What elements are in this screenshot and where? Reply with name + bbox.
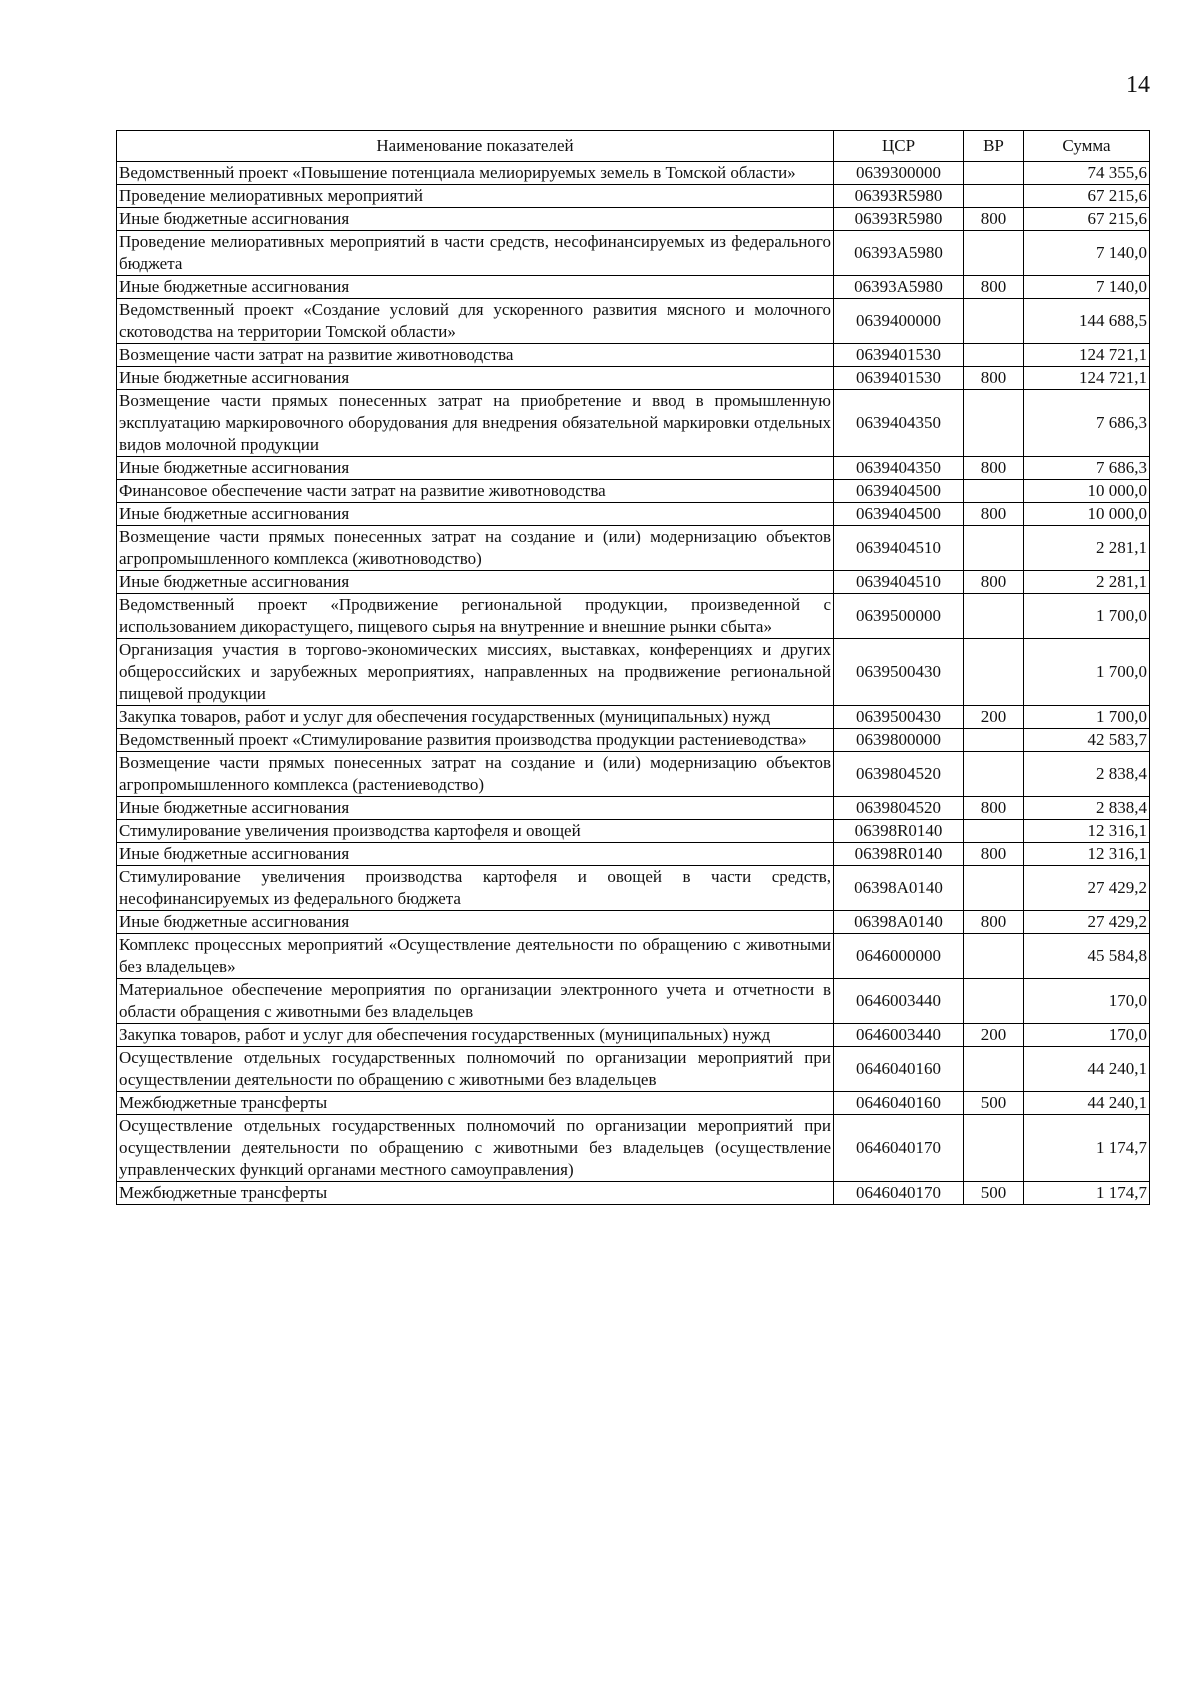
cell-vr: 500 bbox=[964, 1182, 1024, 1205]
cell-sum: 7 686,3 bbox=[1024, 390, 1150, 457]
cell-name: Стимулирование увеличения производства картофеля и овощей в части средств, несофинансируемых из федерального бюджета bbox=[117, 866, 834, 911]
cell-sum: 7 140,0 bbox=[1024, 276, 1150, 299]
cell-csr: 0639500000 bbox=[834, 594, 964, 639]
cell-name: Иные бюджетные ассигнования bbox=[117, 457, 834, 480]
cell-csr: 0639300000 bbox=[834, 162, 964, 185]
cell-csr: 06398А0140 bbox=[834, 911, 964, 934]
table-row bbox=[117, 979, 1150, 1024]
cell-name: Иные бюджетные ассигнования bbox=[117, 911, 834, 934]
cell-sum: 74 355,6 bbox=[1024, 162, 1150, 185]
table-row bbox=[117, 797, 1150, 820]
cell-name: Иные бюджетные ассигнования bbox=[117, 503, 834, 526]
cell-csr: 0646040170 bbox=[834, 1115, 964, 1182]
cell-vr bbox=[964, 299, 1024, 344]
cell-vr: 800 bbox=[964, 457, 1024, 480]
table-row bbox=[117, 639, 1150, 706]
table-row bbox=[117, 594, 1150, 639]
cell-sum: 44 240,1 bbox=[1024, 1047, 1150, 1092]
cell-sum: 144 688,5 bbox=[1024, 299, 1150, 344]
table-row bbox=[117, 729, 1150, 752]
table-row bbox=[117, 752, 1150, 797]
cell-sum: 2 838,4 bbox=[1024, 797, 1150, 820]
cell-sum: 27 429,2 bbox=[1024, 866, 1150, 911]
cell-name: Осуществление отдельных государственных полномочий по организации мероприятий при осуществлении деятельности по обращению с животными без владельцев (осуществление управленческих функций органами местного самоуправления) bbox=[117, 1115, 834, 1182]
cell-name: Ведомственный проект «Продвижение региональной продукции, произведенной с использованием дикорастущего, пищевого сырья на внутренние и внешние рынки сбыта» bbox=[117, 594, 834, 639]
cell-vr: 500 bbox=[964, 1092, 1024, 1115]
cell-name: Возмещение части прямых понесенных затрат на приобретение и ввод в промышленную эксплуатацию маркировочного оборудования для внедрения обязательной маркировки отдельных видов молочной продукции bbox=[117, 390, 834, 457]
cell-csr: 06393А5980 bbox=[834, 231, 964, 276]
cell-sum: 124 721,1 bbox=[1024, 367, 1150, 390]
budget-table bbox=[116, 130, 1150, 1205]
cell-vr: 800 bbox=[964, 911, 1024, 934]
cell-name: Стимулирование увеличения производства картофеля и овощей bbox=[117, 820, 834, 843]
cell-name: Закупка товаров, работ и услуг для обеспечения государственных (муниципальных) нужд bbox=[117, 706, 834, 729]
table-row bbox=[117, 231, 1150, 276]
cell-csr: 06393R5980 bbox=[834, 185, 964, 208]
cell-name: Материальное обеспечение мероприятия по организации электронного учета и отчетности в области обращения с животными без владельцев bbox=[117, 979, 834, 1024]
table-row bbox=[117, 934, 1150, 979]
table-row bbox=[117, 208, 1150, 231]
header-row bbox=[117, 131, 1150, 162]
cell-name: Ведомственный проект «Повышение потенциала мелиорируемых земель в Томской области» bbox=[117, 162, 834, 185]
cell-vr bbox=[964, 185, 1024, 208]
cell-vr bbox=[964, 390, 1024, 457]
cell-csr: 0646040170 bbox=[834, 1182, 964, 1205]
table-row bbox=[117, 706, 1150, 729]
cell-sum: 45 584,8 bbox=[1024, 934, 1150, 979]
cell-sum: 12 316,1 bbox=[1024, 820, 1150, 843]
cell-vr: 800 bbox=[964, 276, 1024, 299]
cell-name: Иные бюджетные ассигнования bbox=[117, 367, 834, 390]
table-row bbox=[117, 344, 1150, 367]
header-csr: ЦСР bbox=[834, 131, 964, 162]
page-number: 14 bbox=[1126, 72, 1150, 98]
cell-name: Иные бюджетные ассигнования bbox=[117, 276, 834, 299]
cell-sum: 67 215,6 bbox=[1024, 185, 1150, 208]
cell-name: Иные бюджетные ассигнования bbox=[117, 208, 834, 231]
cell-sum: 10 000,0 bbox=[1024, 480, 1150, 503]
cell-csr: 0639804520 bbox=[834, 752, 964, 797]
cell-name: Ведомственный проект «Создание условий для ускоренного развития мясного и молочного скотоводства на территории Томской области» bbox=[117, 299, 834, 344]
cell-csr: 0639404510 bbox=[834, 571, 964, 594]
cell-vr bbox=[964, 526, 1024, 571]
cell-name: Организация участия в торгово-экономических миссиях, выставках, конференциях и других общероссийских и зарубежных мероприятиях, направленных на продвижение региональной пищевой продукции bbox=[117, 639, 834, 706]
table-row bbox=[117, 866, 1150, 911]
cell-vr bbox=[964, 480, 1024, 503]
table-row bbox=[117, 1092, 1150, 1115]
cell-csr: 0639401530 bbox=[834, 344, 964, 367]
cell-vr bbox=[964, 729, 1024, 752]
cell-csr: 0639404500 bbox=[834, 503, 964, 526]
cell-csr: 0639404350 bbox=[834, 457, 964, 480]
cell-vr: 200 bbox=[964, 1024, 1024, 1047]
cell-vr bbox=[964, 979, 1024, 1024]
table-row bbox=[117, 1047, 1150, 1092]
cell-sum: 1 700,0 bbox=[1024, 639, 1150, 706]
cell-vr bbox=[964, 752, 1024, 797]
cell-sum: 42 583,7 bbox=[1024, 729, 1150, 752]
table-row bbox=[117, 571, 1150, 594]
cell-csr: 0639500430 bbox=[834, 706, 964, 729]
cell-csr: 0646000000 bbox=[834, 934, 964, 979]
cell-name: Финансовое обеспечение части затрат на развитие животноводства bbox=[117, 480, 834, 503]
cell-name: Закупка товаров, работ и услуг для обеспечения государственных (муниципальных) нужд bbox=[117, 1024, 834, 1047]
table-row bbox=[117, 367, 1150, 390]
cell-vr: 800 bbox=[964, 503, 1024, 526]
table-row bbox=[117, 185, 1150, 208]
cell-csr: 0639404350 bbox=[834, 390, 964, 457]
cell-vr bbox=[964, 1047, 1024, 1092]
cell-csr: 0639400000 bbox=[834, 299, 964, 344]
cell-name: Возмещение части затрат на развитие животноводства bbox=[117, 344, 834, 367]
cell-csr: 06398R0140 bbox=[834, 843, 964, 866]
table-row bbox=[117, 526, 1150, 571]
cell-sum: 1 174,7 bbox=[1024, 1182, 1150, 1205]
cell-sum: 7 140,0 bbox=[1024, 231, 1150, 276]
cell-name: Иные бюджетные ассигнования bbox=[117, 571, 834, 594]
cell-csr: 0639401530 bbox=[834, 367, 964, 390]
cell-sum: 1 700,0 bbox=[1024, 594, 1150, 639]
table-row bbox=[117, 1182, 1150, 1205]
cell-csr: 0639404500 bbox=[834, 480, 964, 503]
table-row bbox=[117, 162, 1150, 185]
cell-sum: 2 281,1 bbox=[1024, 526, 1150, 571]
cell-sum: 27 429,2 bbox=[1024, 911, 1150, 934]
cell-name: Возмещение части прямых понесенных затрат на создание и (или) модернизацию объектов агропромышленного комплекса (животноводство) bbox=[117, 526, 834, 571]
table-row bbox=[117, 1024, 1150, 1047]
table-body bbox=[117, 162, 1150, 1205]
cell-vr bbox=[964, 231, 1024, 276]
cell-sum: 10 000,0 bbox=[1024, 503, 1150, 526]
cell-csr: 0639500430 bbox=[834, 639, 964, 706]
cell-sum: 170,0 bbox=[1024, 1024, 1150, 1047]
table-row bbox=[117, 276, 1150, 299]
cell-csr: 0639404510 bbox=[834, 526, 964, 571]
cell-name: Комплекс процессных мероприятий «Осуществление деятельности по обращению с животными без владельцев» bbox=[117, 934, 834, 979]
cell-sum: 7 686,3 bbox=[1024, 457, 1150, 480]
header-vr: ВР bbox=[964, 131, 1024, 162]
table-row bbox=[117, 390, 1150, 457]
cell-name: Осуществление отдельных государственных полномочий по организации мероприятий при осуществлении деятельности по обращению с животными без владельцев bbox=[117, 1047, 834, 1092]
cell-csr: 06393R5980 bbox=[834, 208, 964, 231]
cell-csr: 0646003440 bbox=[834, 979, 964, 1024]
cell-name: Ведомственный проект «Стимулирование развития производства продукции растениеводства» bbox=[117, 729, 834, 752]
cell-name: Проведение мелиоративных мероприятий bbox=[117, 185, 834, 208]
cell-vr bbox=[964, 639, 1024, 706]
cell-name: Иные бюджетные ассигнования bbox=[117, 843, 834, 866]
cell-vr bbox=[964, 866, 1024, 911]
cell-csr: 0646003440 bbox=[834, 1024, 964, 1047]
cell-sum: 67 215,6 bbox=[1024, 208, 1150, 231]
cell-vr bbox=[964, 934, 1024, 979]
cell-sum: 1 700,0 bbox=[1024, 706, 1150, 729]
cell-name: Иные бюджетные ассигнования bbox=[117, 797, 834, 820]
cell-vr bbox=[964, 820, 1024, 843]
table-row bbox=[117, 503, 1150, 526]
cell-csr: 06398R0140 bbox=[834, 820, 964, 843]
cell-sum: 2 838,4 bbox=[1024, 752, 1150, 797]
cell-vr: 800 bbox=[964, 367, 1024, 390]
cell-csr: 0646040160 bbox=[834, 1092, 964, 1115]
cell-csr: 06398А0140 bbox=[834, 866, 964, 911]
cell-csr: 0639804520 bbox=[834, 797, 964, 820]
table-row bbox=[117, 820, 1150, 843]
cell-vr: 800 bbox=[964, 843, 1024, 866]
cell-csr: 0646040160 bbox=[834, 1047, 964, 1092]
cell-name: Межбюджетные трансферты bbox=[117, 1092, 834, 1115]
cell-vr bbox=[964, 1115, 1024, 1182]
cell-vr bbox=[964, 162, 1024, 185]
header-sum: Сумма bbox=[1024, 131, 1150, 162]
cell-sum: 124 721,1 bbox=[1024, 344, 1150, 367]
cell-vr bbox=[964, 594, 1024, 639]
cell-vr bbox=[964, 344, 1024, 367]
table-row bbox=[117, 911, 1150, 934]
table-row bbox=[117, 457, 1150, 480]
cell-csr: 06393А5980 bbox=[834, 276, 964, 299]
cell-vr: 800 bbox=[964, 797, 1024, 820]
table-row bbox=[117, 299, 1150, 344]
cell-csr: 0639800000 bbox=[834, 729, 964, 752]
header-name: Наименование показателей bbox=[117, 131, 834, 162]
cell-name: Проведение мелиоративных мероприятий в части средств, несофинансируемых из федерального бюджета bbox=[117, 231, 834, 276]
cell-sum: 44 240,1 bbox=[1024, 1092, 1150, 1115]
table-row bbox=[117, 843, 1150, 866]
cell-name: Межбюджетные трансферты bbox=[117, 1182, 834, 1205]
cell-vr: 200 bbox=[964, 706, 1024, 729]
cell-vr: 800 bbox=[964, 571, 1024, 594]
cell-sum: 170,0 bbox=[1024, 979, 1150, 1024]
cell-sum: 1 174,7 bbox=[1024, 1115, 1150, 1182]
table-row bbox=[117, 480, 1150, 503]
table-row bbox=[117, 1115, 1150, 1182]
cell-name: Возмещение части прямых понесенных затрат на создание и (или) модернизацию объектов агропромышленного комплекса (растениеводство) bbox=[117, 752, 834, 797]
cell-sum: 2 281,1 bbox=[1024, 571, 1150, 594]
cell-sum: 12 316,1 bbox=[1024, 843, 1150, 866]
cell-vr: 800 bbox=[964, 208, 1024, 231]
